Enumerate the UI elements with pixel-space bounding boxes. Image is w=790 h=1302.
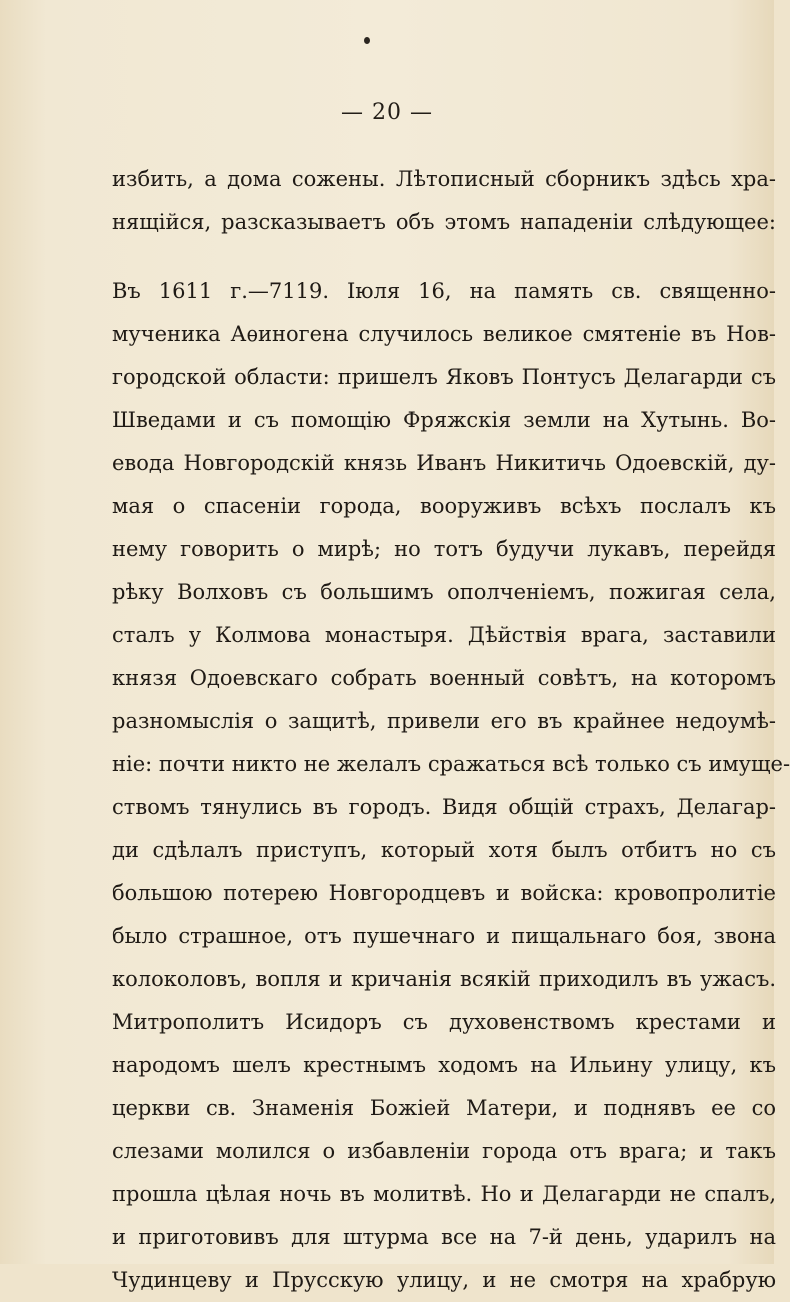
body-text <box>112 158 790 1302</box>
text-line: большою потерею Новгородцевъ и войска: кровопролитіе <box>112 881 776 905</box>
text-line: народомъ шелъ крестнымъ ходомъ на Ильину улицу, къ <box>112 1053 776 1077</box>
text-line: князя Одоевскаго собрать военный совѣтъ, на которомъ <box>112 666 776 690</box>
page-number: — 20 — <box>341 100 433 125</box>
text-line: избить, а дома сожены. Лѣтописный сборникъ здѣсь хра- <box>112 167 776 191</box>
paragraph-gap <box>112 244 776 270</box>
text-line: ди сдѣлалъ приступъ, который хотя былъ отбитъ но съ <box>112 838 776 862</box>
text-line: и приготовивъ для штурма все на 7-й день, ударилъ на <box>112 1225 776 1249</box>
text-line: нящійся, разсказываетъ объ этомъ нападеніи слѣдующее: <box>112 210 776 234</box>
text-line: Шведами и съ помощію Фряжскія земли на Хутынь. Во- <box>112 408 776 432</box>
text-line: нему говорить о мирѣ; но тотъ будучи лукавъ, перейдя <box>112 537 776 561</box>
text-line: разномыслія о защитѣ, привели его въ крайнее недоумѣ- <box>112 709 776 733</box>
text-line: Митрополитъ Исидоръ съ духовенствомъ крестами и <box>112 1010 776 1034</box>
text-line: мая о спасеніи города, вооруживъ всѣхъ послалъ къ <box>112 494 776 518</box>
text-line: мученика Аѳиногена случилось великое смятеніе въ Нов- <box>112 322 776 346</box>
text-line: Въ 1611 г.—7119. Іюля 16, на память св. священно- <box>112 279 776 303</box>
text-line: Чудинцеву и Прусскую улицу, и не смотря на храбрую <box>112 1268 776 1292</box>
text-line: сталъ у Колмова монастыря. Дѣйствія врага, заставили <box>112 623 776 647</box>
text-line: ніе: почти никто не желалъ сражаться всѣ только съ имуще- <box>112 752 790 776</box>
text-line: евода Новгородскій князь Иванъ Никитичь Одоевскій, ду- <box>112 451 776 475</box>
text-line: ствомъ тянулись въ городъ. Видя общій страхъ, Делагар- <box>112 795 776 819</box>
text-line: прошла цѣлая ночь въ молитвѣ. Но и Делагарди не спалъ, <box>112 1182 776 1206</box>
text-line: рѣку Волховъ съ большимъ ополченіемъ, пожигая села, <box>112 580 776 604</box>
text-line: городской области: пришелъ Яковъ Понтусъ Делагарди съ <box>112 365 776 389</box>
ink-speck <box>364 37 370 44</box>
text-line: слезами молился о избавленіи города отъ врага; и такъ <box>112 1139 776 1163</box>
text-line: церкви св. Знаменія Божіей Матери, и поднявъ ее со <box>112 1096 776 1120</box>
text-line: было страшное, отъ пушечнаго и пищальнаго боя, звона <box>112 924 776 948</box>
text-line: колоколовъ, вопля и кричанія всякій приходилъ въ ужасъ. <box>112 967 776 991</box>
